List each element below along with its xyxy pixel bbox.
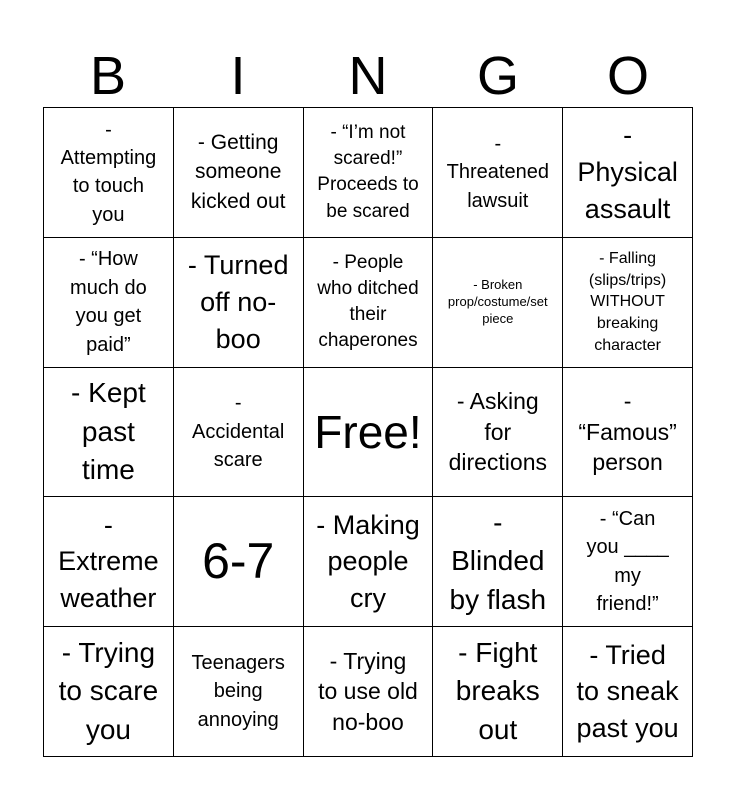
bingo-cell[interactable] xyxy=(304,238,434,368)
bingo-cell[interactable] xyxy=(433,108,563,238)
cell-text: - “Can you ____ my friend!” xyxy=(586,508,669,616)
cell-text: - Kept past time xyxy=(71,377,146,486)
cell-text: - Turned off no- boo xyxy=(187,250,289,354)
cell-text: Teenagers being annoying xyxy=(191,652,285,731)
header-letter-n: N xyxy=(348,46,388,106)
bingo-cell[interactable] xyxy=(563,238,693,368)
header-letter-g: G xyxy=(476,46,519,106)
bingo-cell[interactable] xyxy=(433,627,563,757)
bingo-board xyxy=(43,107,693,757)
bingo-cell[interactable] xyxy=(433,368,563,498)
cell-text: - Threatened lawsuit xyxy=(446,132,549,212)
bingo-cell[interactable] xyxy=(44,497,174,627)
cell-text: - Extreme weather xyxy=(58,509,159,614)
cell-text: - “Famous” person xyxy=(578,388,677,476)
header-letter-b: B xyxy=(89,46,127,106)
bingo-cell[interactable] xyxy=(174,627,304,757)
bingo-cell[interactable] xyxy=(174,238,304,368)
bingo-cell[interactable] xyxy=(304,627,434,757)
cell-text: - “How much do you get paid” xyxy=(70,248,147,356)
header-letter-i: I xyxy=(230,46,246,106)
bingo-cell[interactable] xyxy=(44,238,174,368)
bingo-cell[interactable] xyxy=(44,108,174,238)
bingo-cell[interactable] xyxy=(433,497,563,627)
bingo-cell[interactable] xyxy=(174,497,304,627)
bingo-header xyxy=(43,44,693,108)
cell-text: - Physical assault xyxy=(577,120,678,224)
cell-text: - People who ditched their chaperones xyxy=(317,251,419,352)
bingo-cell[interactable] xyxy=(563,627,693,757)
bingo-cell[interactable] xyxy=(174,368,304,498)
cell-text: - Asking for directions xyxy=(448,388,547,476)
cell-text: - Falling (slips/trips) WITHOUT breaking character xyxy=(588,250,667,354)
cell-text: - Broken prop/costume/set piece xyxy=(447,276,548,326)
header-letter-o: O xyxy=(606,46,649,106)
free-space-text: Free! xyxy=(314,405,422,458)
free-space-cell[interactable] xyxy=(304,368,434,498)
bingo-cell[interactable] xyxy=(304,108,434,238)
bingo-cell[interactable] xyxy=(563,497,693,627)
cell-text: - Blinded by flash xyxy=(449,506,547,616)
cell-text: - Tried to sneak past you xyxy=(576,639,679,743)
cell-text: - Accidental scare xyxy=(192,392,285,472)
cell-text: - Getting someone kicked out xyxy=(190,130,286,214)
cell-text: 6-7 xyxy=(202,533,275,590)
bingo-cell[interactable] xyxy=(563,368,693,498)
bingo-cell[interactable] xyxy=(44,368,174,498)
bingo-cell[interactable] xyxy=(44,627,174,757)
bingo-cell[interactable] xyxy=(433,238,563,368)
cell-text: - Making people cry xyxy=(316,509,420,614)
bingo-cell[interactable] xyxy=(304,497,434,627)
cell-text: - Fight breaks out xyxy=(455,636,540,745)
bingo-cell[interactable] xyxy=(174,108,304,238)
cell-text: - Trying to use old no-boo xyxy=(318,648,418,735)
cell-text: - “I’m not scared!” Proceeds to be scared xyxy=(317,121,419,222)
bingo-cell[interactable] xyxy=(563,108,693,238)
cell-text: - Trying to scare you xyxy=(58,636,159,745)
cell-text: - Attempting to touch you xyxy=(60,118,157,226)
